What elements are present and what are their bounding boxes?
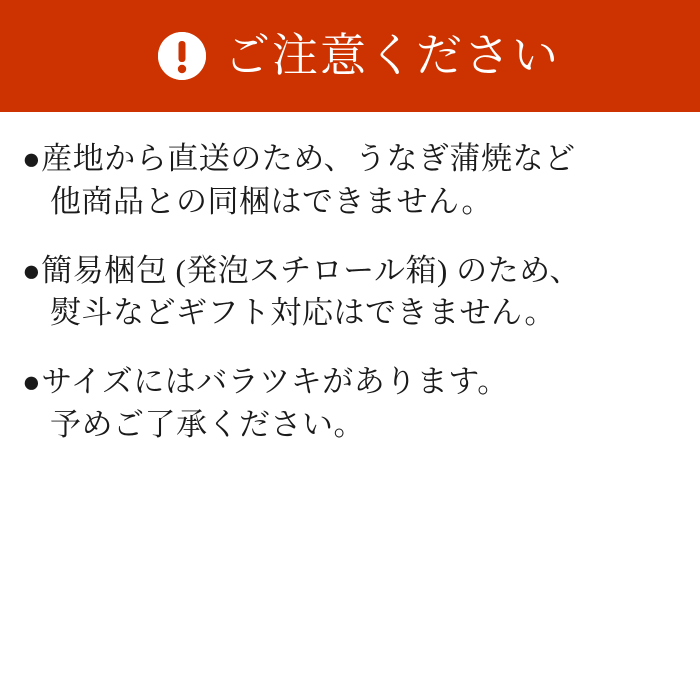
list-item: [22, 250, 678, 336]
notice-line: ●サイズにはバラツキがあります。: [22, 364, 509, 400]
notice-list: [0, 112, 700, 700]
notice-line: 他商品との同梱はできません。: [50, 183, 493, 219]
notice-line: ●産地から直送のため、うなぎ蒲焼など: [22, 141, 576, 176]
list-item: [22, 138, 678, 224]
exclamation-icon: [158, 32, 206, 80]
notice-line: 予めご了承ください。: [50, 406, 365, 442]
notice-header: [0, 0, 700, 112]
notice-line: ●簡易梱包 (発泡スチロール箱) のため、: [22, 252, 581, 288]
list-item: [22, 361, 678, 447]
notice-line: 熨斗などギフト対応はできません。: [50, 295, 556, 331]
page-title: ご注意ください: [224, 30, 560, 81]
